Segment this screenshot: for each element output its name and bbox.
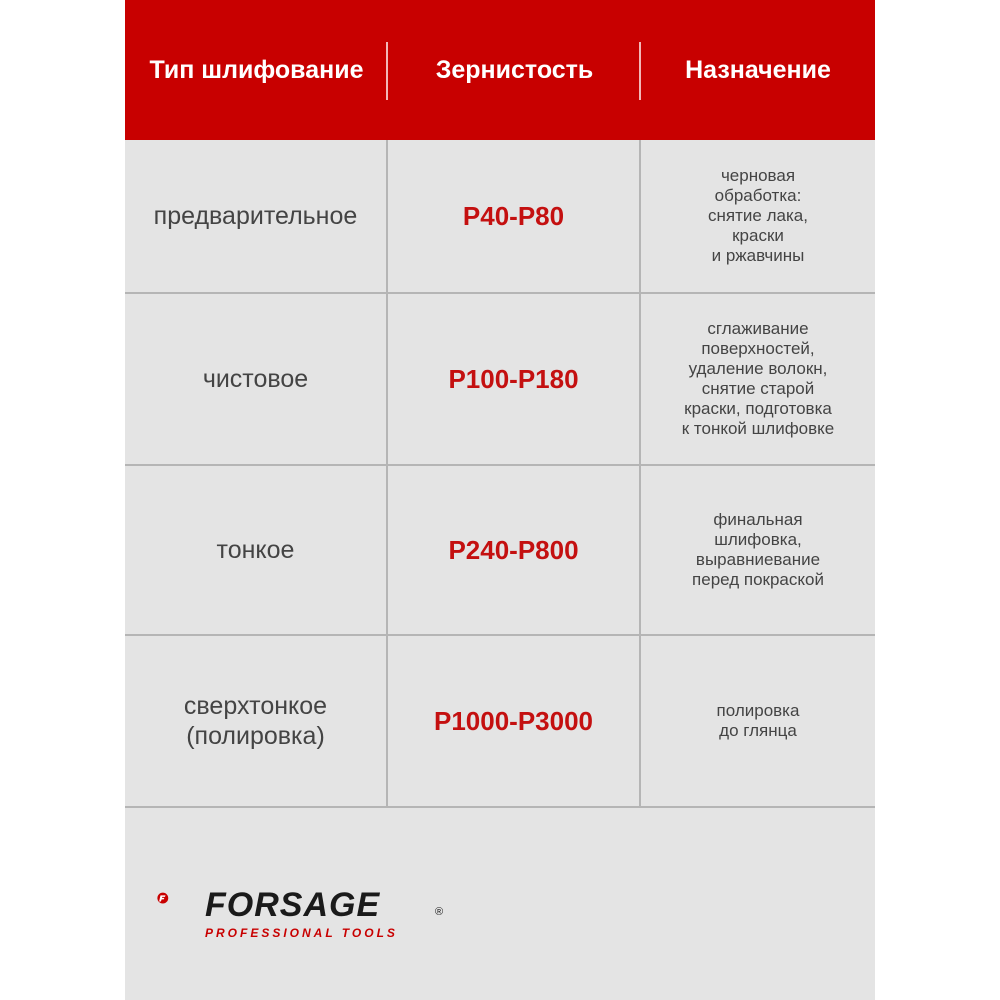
table-row (125, 466, 875, 636)
cell-purpose (641, 140, 875, 292)
purpose-text: черновая обработка: снятие лака, краски и ржавчины (708, 166, 808, 265)
spec-sheet (125, 0, 875, 1000)
cell-purpose (641, 636, 875, 806)
type-text: сверхтонкое (полировка) (183, 692, 328, 750)
brand-tagline: PROFESSIONAL TOOLS (205, 926, 398, 940)
header-label-purpose: Назначение (685, 55, 831, 84)
cell-type (125, 140, 388, 292)
cell-grit (388, 294, 641, 464)
header-cell-type (125, 0, 388, 140)
table-row (125, 140, 875, 294)
table-row (125, 294, 875, 466)
grit-text: P100-P180 (448, 363, 579, 394)
grit-text: P1000-P3000 (433, 705, 594, 736)
registered-mark: ® (435, 906, 444, 918)
cell-purpose (641, 466, 875, 634)
type-text: чистовое (202, 365, 309, 393)
grit-text: P240-P800 (448, 534, 579, 565)
cell-type (125, 636, 388, 806)
header-label-grit: Зернистость (435, 55, 594, 84)
purpose-text: полировка до глянца (716, 701, 800, 740)
cell-purpose (641, 294, 875, 464)
cell-type (125, 466, 388, 634)
table-row (125, 636, 875, 808)
purpose-text: финальная шлифовка, выравниевание перед покраской (692, 510, 824, 589)
grit-text: P40-P80 (462, 200, 565, 231)
table-header (125, 0, 875, 140)
type-text: предварительное (153, 202, 358, 230)
header-cell-purpose (641, 0, 875, 140)
purpose-text: сглаживание поверхностей, удаление волокн, снятие старой краски, подготовка к тонкой шлифовке (681, 319, 835, 438)
header-label-type: Тип шлифование (149, 55, 364, 84)
cell-grit (388, 466, 641, 634)
type-text: тонкое (216, 536, 295, 564)
cell-grit (388, 140, 641, 292)
header-cell-grit (388, 0, 641, 140)
cell-type (125, 294, 388, 464)
cell-grit (388, 636, 641, 806)
brand-name: FORSAGE (205, 886, 381, 924)
